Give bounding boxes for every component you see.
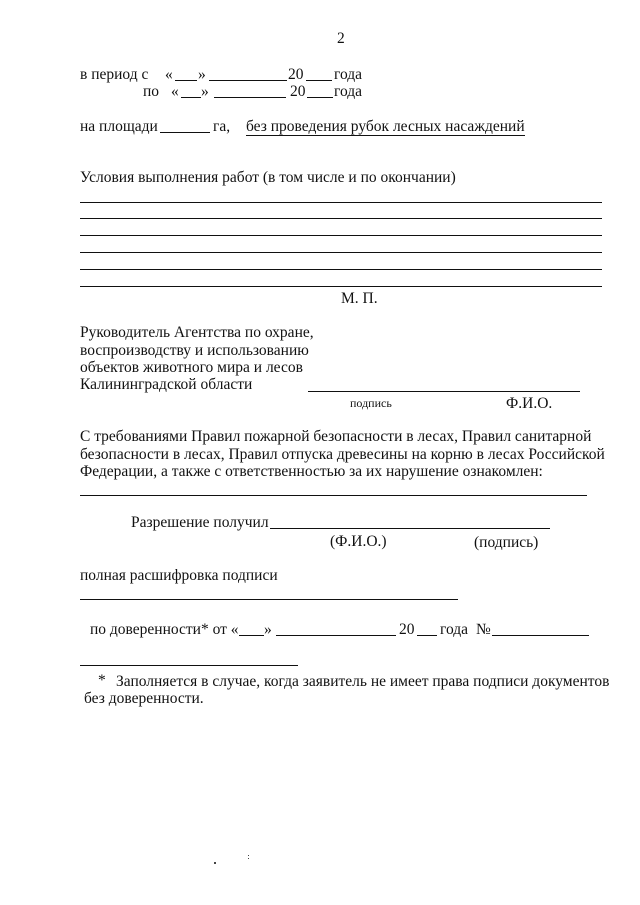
proxy-month-blank[interactable]	[276, 635, 396, 636]
area-label: на площади	[80, 118, 158, 135]
conditions-line-3[interactable]	[80, 235, 602, 236]
proxy-label: по доверенности* от «	[90, 621, 239, 638]
period-to-year-prefix: 20	[290, 83, 306, 100]
rules-acknowledgement-line[interactable]	[80, 495, 587, 496]
proxy-year-blank[interactable]	[417, 635, 437, 636]
head-line-3: объектов животного мира и лесов	[80, 359, 303, 376]
area-note: без проведения рубок лесных насаждений	[246, 118, 525, 135]
proxy-day-blank[interactable]	[239, 635, 264, 636]
conditions-line-6[interactable]	[80, 286, 602, 287]
scan-speck	[248, 855, 249, 856]
proxy-year-prefix: 20	[399, 621, 415, 638]
conditions-line-2[interactable]	[80, 218, 602, 219]
conditions-line-4[interactable]	[80, 252, 602, 253]
head-signature-line[interactable]	[308, 391, 580, 392]
stamp-label: М. П.	[341, 290, 378, 307]
scan-speck	[248, 858, 249, 859]
footnote-line-1: Заполняется в случае, когда заявитель не имеет права подписи документов	[116, 673, 610, 690]
footnote-line-2: без доверенности.	[84, 690, 204, 707]
period-to-day-blank[interactable]	[181, 97, 201, 98]
head-line-1: Руководитель Агентства по охране,	[80, 324, 314, 341]
head-line-2: воспроизводству и использованию	[80, 342, 309, 359]
rules-line-3: Федерации, а также с ответственностью за их нарушение ознакомлен:	[80, 463, 543, 480]
area-unit: га,	[213, 118, 231, 135]
proxy-number-blank[interactable]	[492, 635, 589, 636]
conditions-line-1[interactable]	[80, 202, 602, 203]
period-from-day-blank[interactable]	[175, 80, 197, 81]
area-value-blank[interactable]	[160, 132, 210, 133]
rules-line-2: безопасности в лесах, Правил отпуска древесины на корню в лесах Российской	[80, 446, 605, 463]
permit-name-caption: (Ф.И.О.)	[330, 533, 387, 550]
decoding-line[interactable]	[80, 599, 458, 600]
footnote-separator	[80, 665, 298, 666]
footnote-marker: *	[98, 672, 106, 689]
conditions-line-5[interactable]	[80, 269, 602, 270]
period-to-year-blank[interactable]	[307, 97, 333, 98]
period-from-year-prefix: 20	[288, 66, 304, 83]
period-from-year-blank[interactable]	[306, 80, 332, 81]
period-from-label: в период с	[80, 66, 149, 83]
conditions-label: Условия выполнения работ (в том числе и по окончании)	[80, 169, 456, 186]
period-from-close-quote: »	[198, 66, 206, 83]
permit-signature-line[interactable]	[270, 528, 550, 529]
period-to-label: по	[143, 83, 160, 100]
head-signature-caption: подпись	[350, 396, 392, 410]
permit-label: Разрешение получил	[131, 514, 269, 531]
rules-line-1: С требованиями Правил пожарной безопасности в лесах, Правил санитарной	[80, 428, 592, 445]
permit-signature-caption: (подпись)	[474, 534, 539, 551]
period-from-year-word: года	[334, 66, 363, 83]
proxy-close-quote: »	[264, 621, 272, 638]
period-to-open-quote: «	[171, 83, 179, 100]
proxy-year-word: года	[440, 621, 469, 638]
proxy-number-sign: №	[476, 621, 491, 638]
period-from-open-quote: «	[165, 66, 173, 83]
period-to-year-word: года	[334, 83, 363, 100]
period-from-month-blank[interactable]	[209, 80, 287, 81]
period-to-close-quote: »	[201, 83, 209, 100]
head-line-4: Калининградской области	[80, 376, 253, 393]
page-number: 2	[337, 30, 345, 47]
scan-speck	[214, 862, 216, 864]
head-name-caption: Ф.И.О.	[506, 395, 553, 412]
period-to-month-blank[interactable]	[214, 97, 286, 98]
decoding-label: полная расшифровка подписи	[80, 567, 278, 584]
